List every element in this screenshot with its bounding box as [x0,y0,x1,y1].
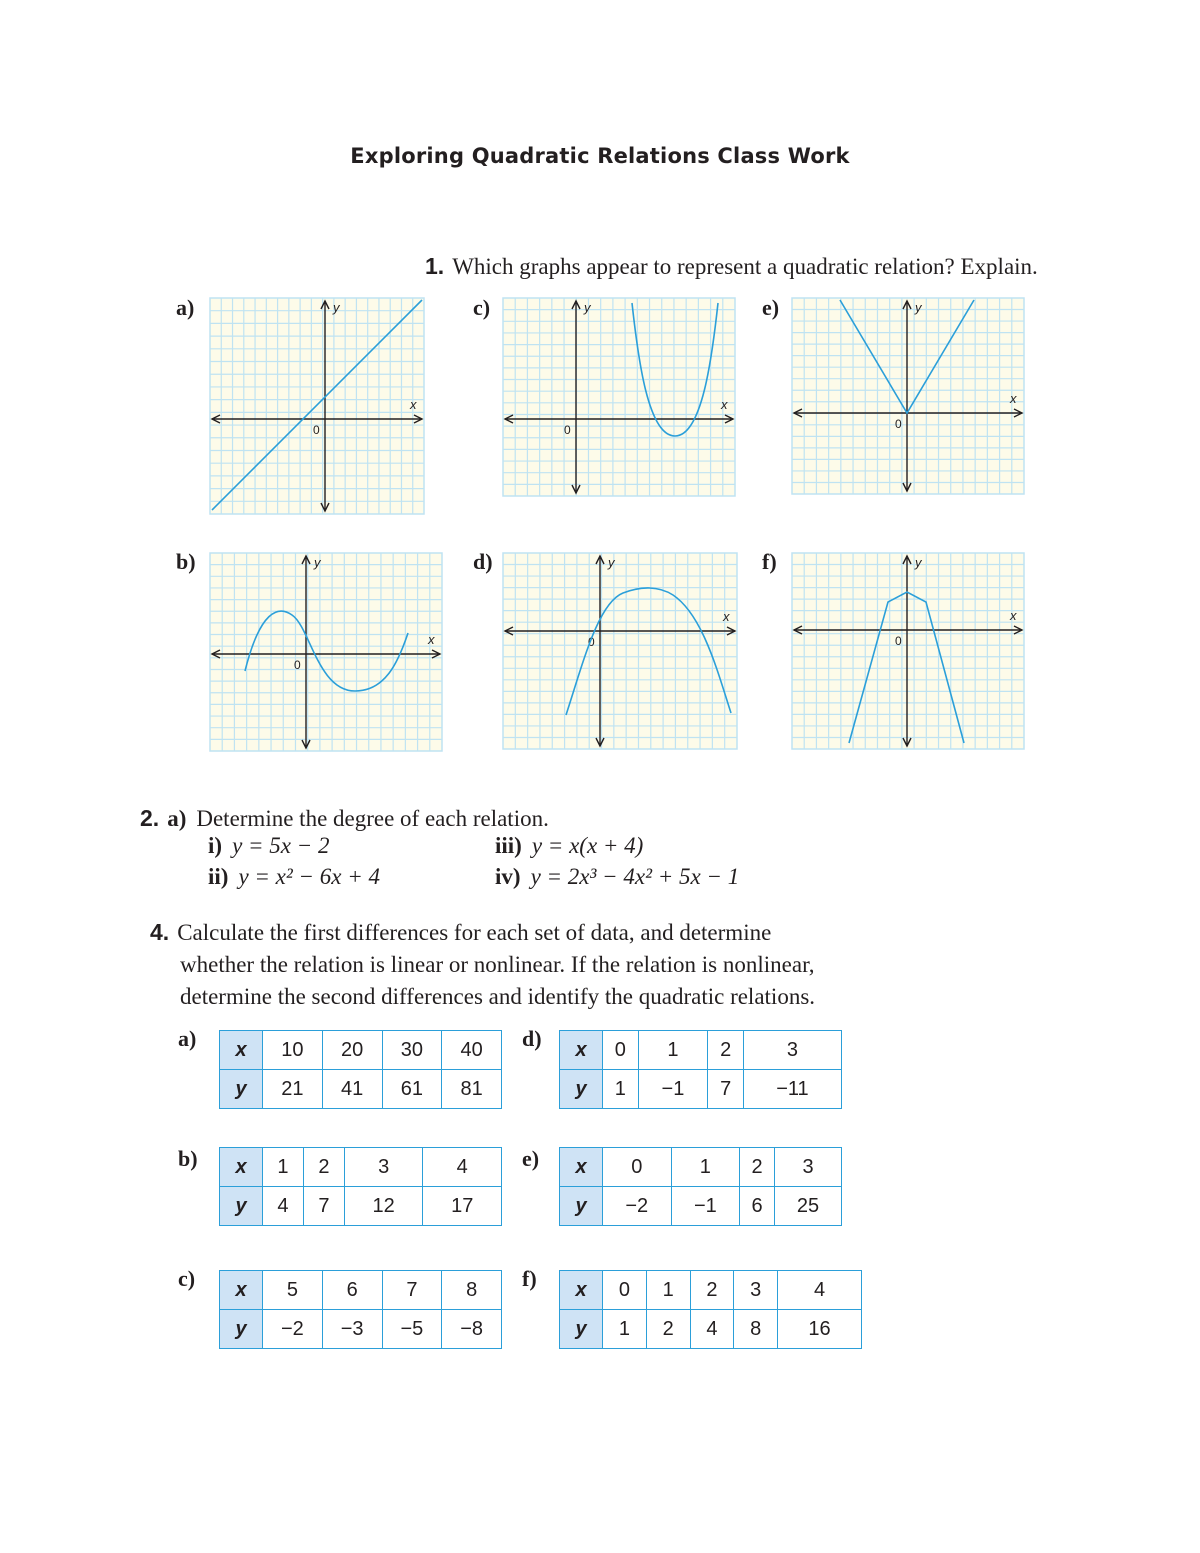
equation-iv-text: y = 2x³ − 4x² + 5x − 1 [530,864,740,889]
table-c [219,1270,502,1349]
origin-label: 0 [313,423,320,437]
graph-d-label: d) [473,549,493,574]
graph-e-label: e) [762,295,780,320]
graph-a-label: a) [176,295,195,320]
table-d-label: d) [522,1026,542,1051]
x-axis-label: x [1010,391,1017,406]
table-row: x 10 20 30 40 [220,1031,502,1070]
y-axis-label: y [608,555,615,570]
origin-label: 0 [895,634,902,648]
question-1-text: Which graphs appear to represent a quadratic relation? Explain. [452,254,1038,279]
table-row: y 1 −1 7 −11 [560,1070,842,1109]
table-e [559,1147,842,1226]
origin-label: 0 [564,423,571,437]
graph-f-label: f) [762,549,777,574]
question-2-number: 2. [140,805,160,831]
question-2-text: Determine the degree of each relation. [196,806,549,831]
origin-label: 0 [588,635,595,649]
table-row: x 0 1 2 3 4 [560,1271,862,1310]
question-2 [140,802,549,835]
table-c-label: c) [178,1266,196,1291]
equation-iii-label: iii) [495,833,522,858]
equation-iii [495,833,643,859]
table-a-label: a) [178,1026,197,1051]
x-axis-label: x [723,609,730,624]
question-4-line-1: Calculate the first differences for each set of data, and determine [177,920,772,945]
table-f [559,1270,862,1349]
question-1-number: 1. [425,253,445,279]
y-axis-label: y [333,300,340,315]
y-axis-label: y [915,300,922,315]
equation-i-label: i) [208,833,223,858]
equation-ii-text: y = x² − 6x + 4 [238,864,381,889]
y-axis-label: y [915,555,922,570]
table-row: y −2 −3 −5 −8 [220,1310,502,1349]
question-4-line-2: whether the relation is linear or nonlinear. If the relation is nonlinear, [180,952,815,977]
table-row: y 21 41 61 81 [220,1070,502,1109]
x-axis-label: x [428,632,435,647]
table-f-label: f) [522,1266,537,1291]
equation-iv-label: iv) [495,864,521,889]
origin-label: 0 [294,658,301,672]
equation-ii-label: ii) [208,864,229,889]
graph-b-label: b) [176,549,196,574]
table-b [219,1147,502,1226]
x-axis-label: x [410,397,417,412]
equation-i-text: y = 5x − 2 [232,833,330,858]
table-e-label: e) [522,1146,540,1171]
y-axis-label: y [584,300,591,315]
table-row: x 0 1 2 3 [560,1031,842,1070]
question-4 [150,916,815,1013]
equation-ii [208,864,380,890]
table-row: y 1 2 4 8 16 [560,1310,862,1349]
graph-d [503,553,737,749]
question-1 [425,250,1038,283]
table-row: x 5 6 7 8 [220,1271,502,1310]
table-a [219,1030,502,1109]
y-axis-label: y [314,555,321,570]
x-axis-label: x [721,397,728,412]
equation-iii-text: y = x(x + 4) [531,833,644,858]
graph-e [792,298,1024,494]
table-d [559,1030,842,1109]
equation-i [208,833,330,859]
page-title: Exploring Quadratic Relations Class Work [350,144,850,168]
table-row: y −2 −1 6 25 [560,1187,842,1226]
equation-iv [495,864,739,890]
x-axis-label: x [1010,608,1017,623]
graph-f [792,553,1024,749]
graph-c-label: c) [473,295,491,320]
graph-a [210,298,424,514]
table-row: x 0 1 2 3 [560,1148,842,1187]
table-row: x 1 2 3 4 [220,1148,502,1187]
graph-b [210,553,442,751]
question-2-part: a) [167,806,187,831]
graph-c [503,298,735,496]
origin-label: 0 [895,417,902,431]
table-b-label: b) [178,1146,198,1171]
question-4-number: 4. [150,919,170,945]
question-4-line-3: determine the second differences and identify the quadratic relations. [180,984,816,1009]
table-row: y 4 7 12 17 [220,1187,502,1226]
